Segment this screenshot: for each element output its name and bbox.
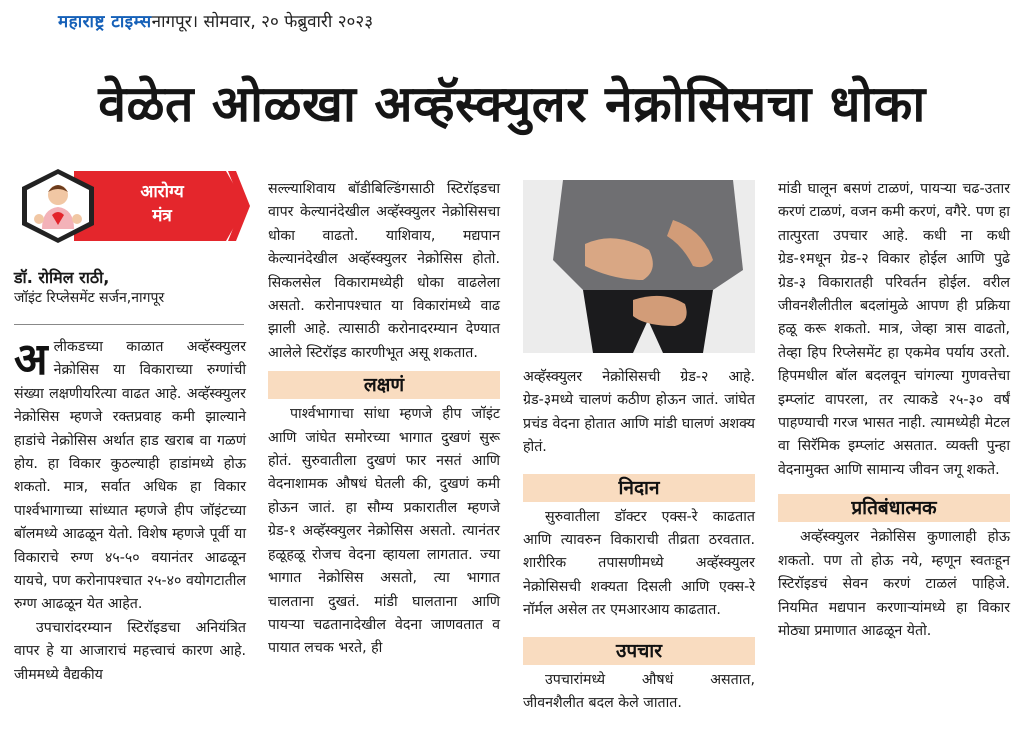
intro-text: लीकडच्या काळात अव्हॅस्क्युलर नेक्रोसिस या विकाराच्या रुग्णांची संख्या लक्षणीयरित्या वाढत आहे. अव्हॅस्क्युलर नेक्रोसिस म्हणजे रक्तप्रवाह कमी झाल्याने हाडांचे नेक्रोसिस अर्थात हाड खराब वा गळणं होय. हा विकार कुठल्याही हाडांमध्ये होऊ शकतो. मात्र, सर्वात अधिक हा विकार पार्श्वभागाच्या सांध्यात म्हणजे हीप जॉइंटच्या बॉलमध्ये आढळून येतो. विशेष म्हणजे पूर्वी या विकाराचे रुग्ण ४५-५० वयानंतर आढळून यायचे, पण करोनापश्चात २५-४० वयोगटातील रुग्ण आढळून येत आहेत. <box>14 339 246 613</box>
column-3 <box>523 366 755 715</box>
hip-pain-photo <box>523 180 755 353</box>
column-label <box>112 180 212 228</box>
masthead <box>58 6 373 34</box>
newspaper-name: महाराष्ट्र टाइम्स <box>58 11 152 32</box>
paragraph: पार्श्वभागाचा सांधा म्हणजे हीप जॉइंट आणि जांघेत समोरच्या भागात दुखणं सुरू होतं. सुरुवातीला दुखणं फार नसतं आणि वेदनाशामक औषधं घेतली की, दुखणं कमी होऊन जातं. हा सौम्य प्रकारातील म्हणजे ग्रेड-१ अव्हॅस्क्युलर नेक्रोसिस असतो. त्यानंतर हळूहळू रोजच वेदना व्हायला लागतात. ज्या भागात नेक्रोसिस असतो, त्या भागात चालताना दुखतं. मांडी घालताना आणि पायऱ्या चढतानादेखील वेदना जाणवतात व पायात लचक भरते, ही <box>268 406 500 657</box>
article-photo <box>523 180 755 353</box>
column-2 <box>268 178 500 661</box>
paragraph: सुरुवातीला डॉक्टर एक्स-रे काढतात आणि त्यावरुन विकाराची तीव्रता ठरवतात. शारीरिक तपासणीमध्ये अव्हॅस्क्युलर नेक्रोसिसची शक्यता दिसली आणि एक्स-रे नॉर्मल असेल तर एमआरआय काढतात. <box>523 508 755 619</box>
paragraph: अव्हॅस्क्युलर नेक्रोसिस कुणालाही होऊ शकतो. पण तो होऊ नये, म्हणून स्वतःहून स्टिरॉइडचं सेवन करणं टाळलं पाहिजे. नियमित मद्यपान करणाऱ्यांमध्ये हा विकार मोठ्या प्रमाणात आढळून येतो. <box>778 529 1010 639</box>
paragraph: मांडी घालून बसणं टाळणं, पायऱ्या चढ-उतार करणं टाळणं, वजन कमी करणं, वगैरे. पण हा तात्पुरता उपचार आहे. कधी ना कधी ग्रेड-१मधून ग्रेड-२ विकार होईल आणि पुढे ग्रेड-३ विकारातही परिवर्तन होईल. वरील जीवनशैलीतील बदलांमुळे आपण ही प्रक्रिया हळू करू शकतो. मात्र, जेव्हा त्रास वाढतो, तेव्हा हिप रिप्लेसमेंट हा एकमेव पर्याय उरतो. हिपमधील बॉल बदलवून चांगल्या गुणवत्तेचा इम्प्लांट वापरला, तर त्याकडे २५-३० वर्षं पाहण्याची गरज भासत नाही. त्यामध्येही मेटल वा सिरॅमिक इम्प्लांट असतात. व्यक्ती पुन्हा वेदनामुक्त आणि सामान्य जीवन जगू शकते. <box>778 181 1010 478</box>
column-label-line2: मंत्र <box>152 206 172 226</box>
headline: वेळेत ओळखा अव्हॅस्क्युलर नेक्रोसिसचा धोका <box>98 75 926 133</box>
paragraph: अव्हॅस्क्युलर नेक्रोसिसची ग्रेड-२ आहे. ग्रेड-३मध्ये चालणं कठीण होऊन जातं. जांघेत प्रचंड वेदना होतात आणि मांडी घालणं अशक्य होतं. <box>523 369 755 456</box>
author-name: डॉ. रोमिल राठी, <box>14 268 110 287</box>
paragraph: उपचारांमध्ये औषधं असतात, जीवनशैलीत बदल केले जातात. <box>523 671 755 712</box>
column-label-line1: आरोग्य <box>140 182 184 202</box>
column-4 <box>778 178 1010 643</box>
paragraph: सल्ल्याशिवाय बॉडीबिल्डिंगसाठी स्टिरॉइडचा वापर केल्यानंदेखील अव्हॅस्क्युलर नेक्रोसिसचा धोका वाढतो. याशिवाय, मद्यपान केल्यानंदेखील अव्हॅस्क्युलर नेक्रोसिस होतो. सिकलसेल विकारामध्येही धोका वाढलेला असतो. करोनापश्चात या विकारांमध्ये वाढ झाली आहे. त्यासाठी करोनादरम्यान देण्यात आलेले स्टिरॉइड कारणीभूत असू शकतात. <box>268 181 500 361</box>
section-heading-prevention: प्रतिबंधात्मक <box>778 494 1010 522</box>
author-block <box>14 266 246 307</box>
column-1 <box>14 336 246 687</box>
paragraph: उपचारांदरम्यान स्टिरॉइडचा अनियंत्रित वापर हे या आजाराचं महत्त्वाचं कारण आहे. जीममध्ये वैद्यकीय <box>14 619 246 683</box>
section-heading-treatment: उपचार <box>523 637 755 665</box>
author-role: जॉइंट रिप्लेसमेंट सर्जन,नागपूर <box>14 290 165 306</box>
dateline: नागपूर। सोमवार, २० फेब्रुवारी २०२३ <box>151 11 374 32</box>
section-heading-symptoms: लक्षणं <box>268 371 500 399</box>
section-heading-diagnosis: निदान <box>523 474 755 502</box>
dropcap: अ <box>14 334 48 385</box>
intro-paragraph <box>14 336 246 617</box>
divider <box>14 324 244 325</box>
